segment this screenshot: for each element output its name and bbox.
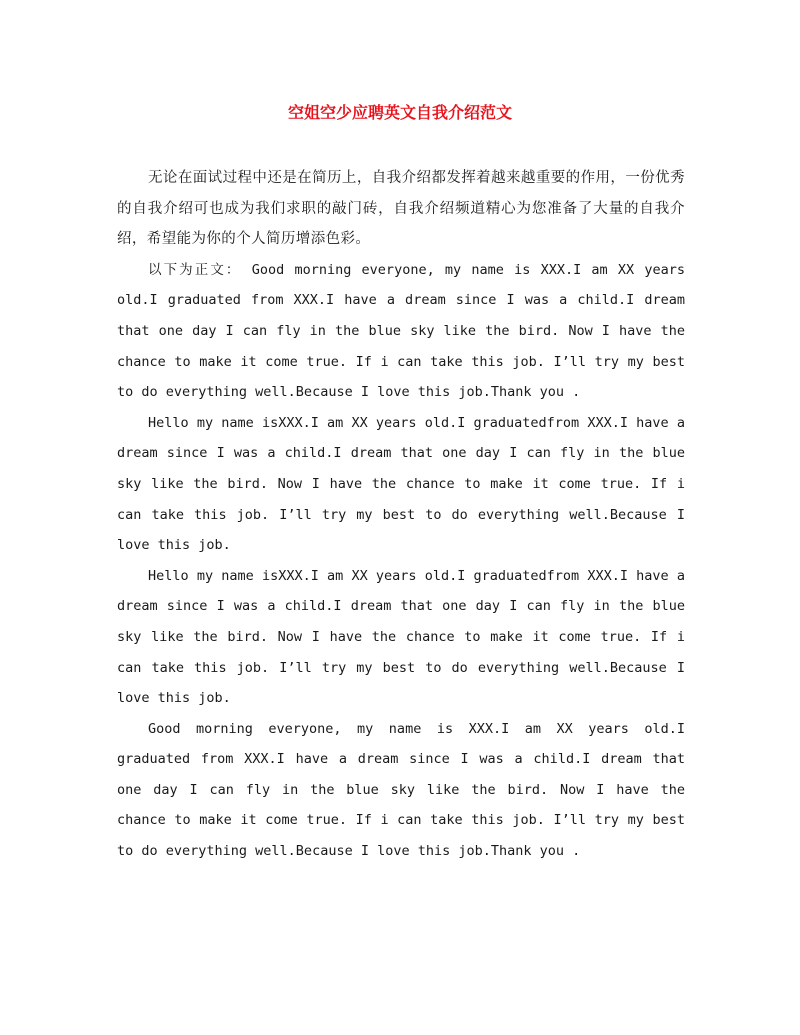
paragraph-intro: 无论在面试过程中还是在简历上，自我介绍都发挥着越来越重要的作用，一份优秀的自我介绍可也成为我们求职的敲门砖，自我介绍频道精心为您准备了大量的自我介绍，希望能为你的个人简历增添色彩。 xyxy=(117,170,685,248)
document-title: 空姐空少应聘英文自我介绍范文 xyxy=(287,103,512,122)
paragraph-sample-1: 以下为正文： Good morning everyone, my name is XXX.I am XX years old.I graduated from XXX.I have a dream since I was a child.I dream that one day I can fly in the blue sky like the bird. Now I have the chance to make it come true. If i can take this job. I’ll try my best to do everything well.Because I love this job.Thank you . xyxy=(117,261,685,401)
paragraph-sample-4: Good morning everyone, my name is XXX.I am XX years old.I graduated from XXX.I have a dream since I was a child.I dream that one day I can fly in the blue sky like the bird. Now I have the chance to make it come true. If i can take this job. I’ll try my best to do everything well.Because I love this job.Thank you . xyxy=(117,720,685,860)
paragraph-sample-2: Hello my name isXXX.I am XX years old.I graduatedfrom XXX.I have a dream since I was a child.I dream that one day I can fly in the blue sky like the bird. Now I have the chance to make it come true. If i can take this job. I’ll try my best to do everything well.Because I love this job. xyxy=(117,414,685,554)
paragraph-sample-3: Hello my name isXXX.I am XX years old.I graduatedfrom XXX.I have a dream since I was a child.I dream that one day I can fly in the blue sky like the bird. Now I have the chance to make it come true. If i can take this job. I’ll try my best to do everything well.Because I love this job. xyxy=(117,567,685,707)
document-body xyxy=(117,163,685,867)
